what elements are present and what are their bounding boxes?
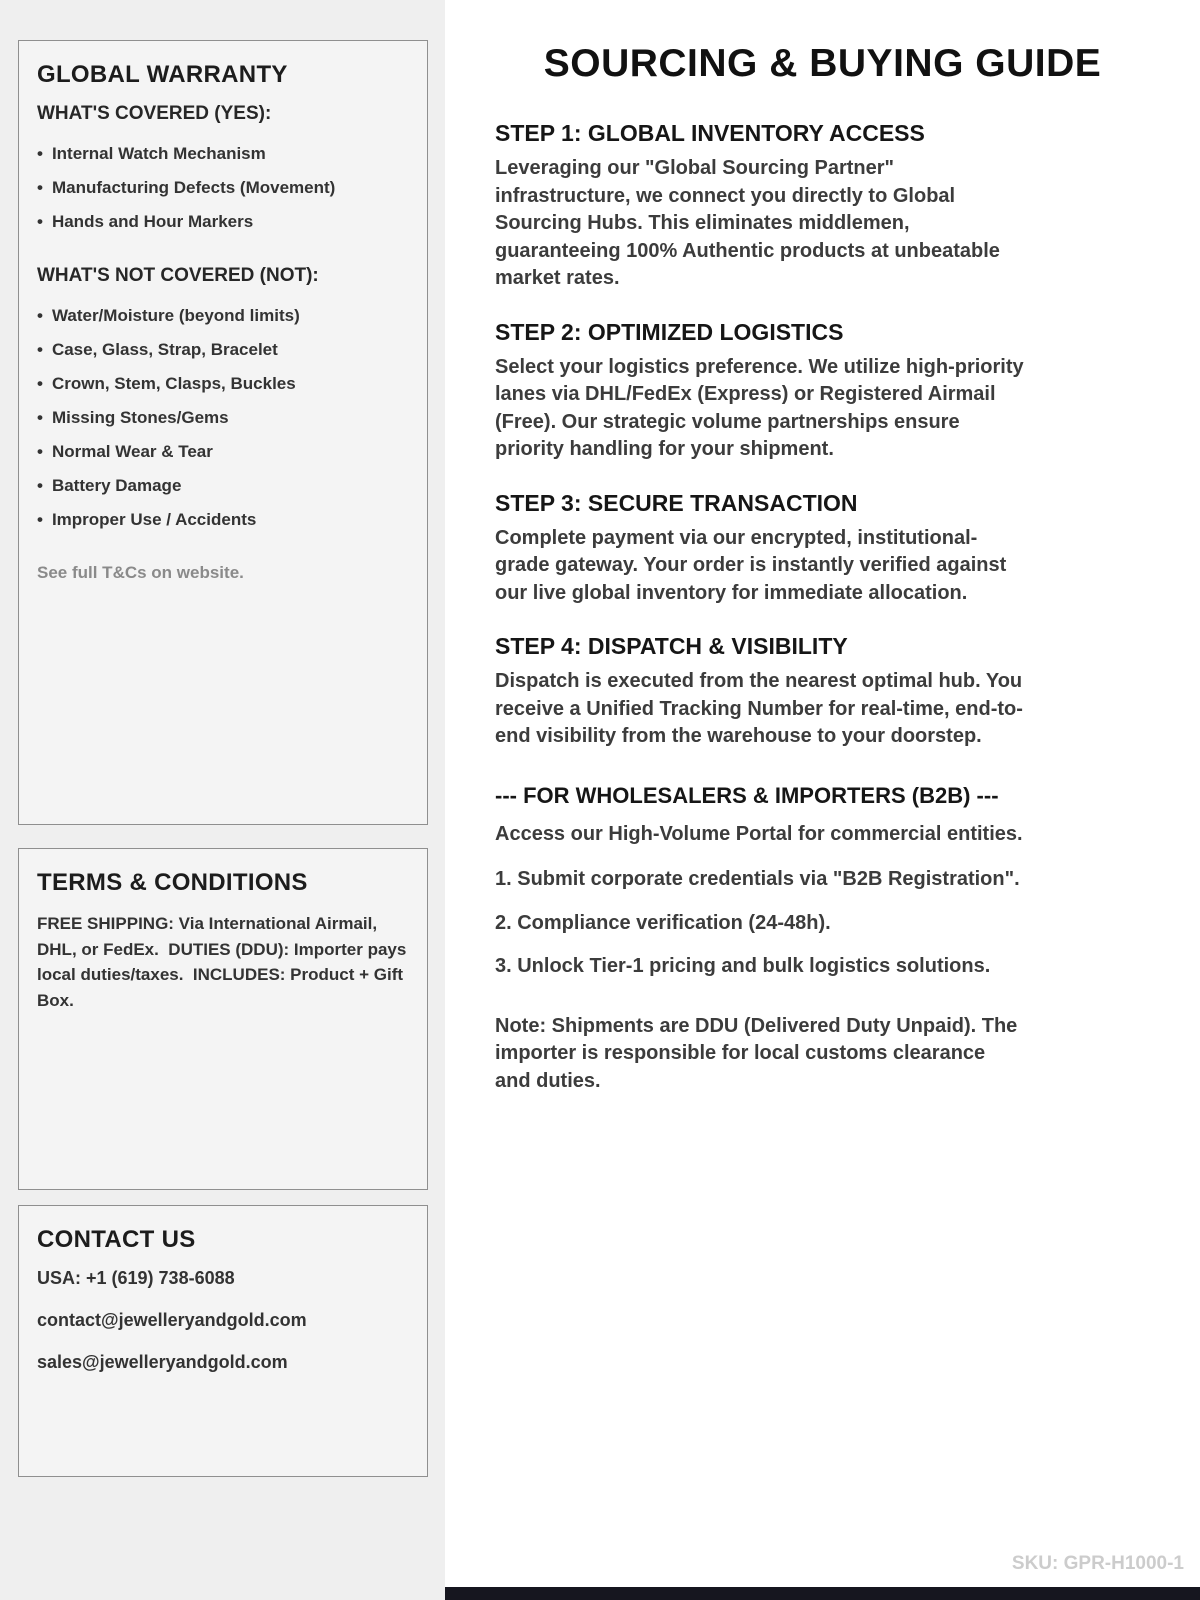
b2b-item: 3. Unlock Tier-1 pricing and bulk logistics solutions.	[495, 955, 991, 977]
not-covered-item: • Battery Damage	[37, 469, 409, 503]
warranty-title: GLOBAL WARRANTY	[37, 61, 288, 88]
terms-body: FREE SHIPPING: Via International Airmail, DHL, or FedEx. DUTIES (DDU): Importer pays local duties/taxes. INCLUDES: Product + Gift Box.	[37, 914, 412, 1010]
b2b-note: Note: Shipments are DDU (Delivered Duty Unpaid). The importer is responsible for local customs clearance and duties.	[495, 1014, 1018, 1092]
not-covered-item: • Water/Moisture (beyond limits)	[37, 299, 409, 333]
step-3-section	[495, 490, 1150, 608]
contact-phone: USA: +1 (619) 738-6088	[37, 1268, 235, 1288]
terms-box	[18, 848, 428, 1190]
not-covered-item: • Improper Use / Accidents	[37, 503, 409, 537]
b2b-section	[495, 783, 1150, 1096]
not-covered-item: • Normal Wear & Tear	[37, 435, 409, 469]
not-covered-list	[37, 299, 409, 537]
contact-email-sales: sales@jewelleryandgold.com	[37, 1352, 288, 1372]
contact-email-primary: contact@jewelleryandgold.com	[37, 1310, 307, 1330]
step-2-section	[495, 319, 1150, 464]
step-1-heading: STEP 1: GLOBAL INVENTORY ACCESS	[495, 120, 925, 146]
step-4-body: Dispatch is executed from the nearest optimal hub. You receive a Unified Tracking Number for real-time, end-to-end visibility from the warehouse to your doorstep.	[495, 670, 1023, 747]
step-4-section	[495, 633, 1150, 751]
sku-label: SKU: GPR-H1000-1	[1011, 1553, 1184, 1574]
covered-list	[37, 137, 409, 239]
step-3-body: Complete payment via our encrypted, institutional-grade gateway. Your order is instantly verified against our live global inventory for immediate allocation.	[495, 526, 1007, 604]
warranty-footnote: See full T&Cs on website.	[37, 563, 244, 582]
step-2-body: Select your logistics preference. We utilize high-priority lanes via DHL/FedEx (Express) or Registered Airmail (Free). Our strategic volume partnerships ensure priority handling for your shipment.	[495, 355, 1024, 460]
main-content	[445, 0, 1200, 1600]
not-covered-title: WHAT'S NOT COVERED (NOT):	[37, 265, 319, 286]
page-title: SOURCING & BUYING GUIDE	[543, 42, 1102, 85]
step-3-heading: STEP 3: SECURE TRANSACTION	[495, 489, 858, 516]
not-covered-item: • Crown, Stem, Clasps, Buckles	[37, 367, 409, 401]
covered-item: • Hands and Hour Markers	[37, 205, 409, 239]
covered-item: • Manufacturing Defects (Movement)	[37, 171, 409, 205]
step-2-heading: STEP 2: OPTIMIZED LOGISTICS	[495, 318, 844, 345]
step-1-body: Leveraging our "Global Sourcing Partner" infrastructure, we connect you directly to Global Sourcing Hubs. This eliminates middlemen, guaranteeing 100% Authentic products at unbeatable market rates.	[495, 157, 1000, 289]
warranty-box	[18, 40, 428, 825]
contact-title: CONTACT US	[37, 1226, 196, 1253]
step-1-section	[495, 120, 1150, 293]
contact-box	[18, 1205, 428, 1477]
not-covered-item: • Case, Glass, Strap, Bracelet	[37, 333, 409, 367]
b2b-intro: Access our High-Volume Portal for commercial entities.	[495, 822, 1023, 845]
covered-item: • Internal Watch Mechanism	[37, 137, 409, 171]
sidebar	[0, 0, 445, 1600]
b2b-heading: --- FOR WHOLESALERS & IMPORTERS (B2B) ---	[495, 782, 999, 808]
terms-title: TERMS & CONDITIONS	[37, 869, 308, 896]
step-4-heading: STEP 4: DISPATCH & VISIBILITY	[495, 633, 848, 659]
covered-title: WHAT'S COVERED (YES):	[37, 103, 272, 124]
b2b-item: 1. Submit corporate credentials via "B2B Registration".	[495, 868, 1020, 890]
b2b-item: 2. Compliance verification (24-48h).	[495, 911, 831, 934]
not-covered-item: • Missing Stones/Gems	[37, 401, 409, 435]
bottom-bar	[445, 1587, 1200, 1600]
